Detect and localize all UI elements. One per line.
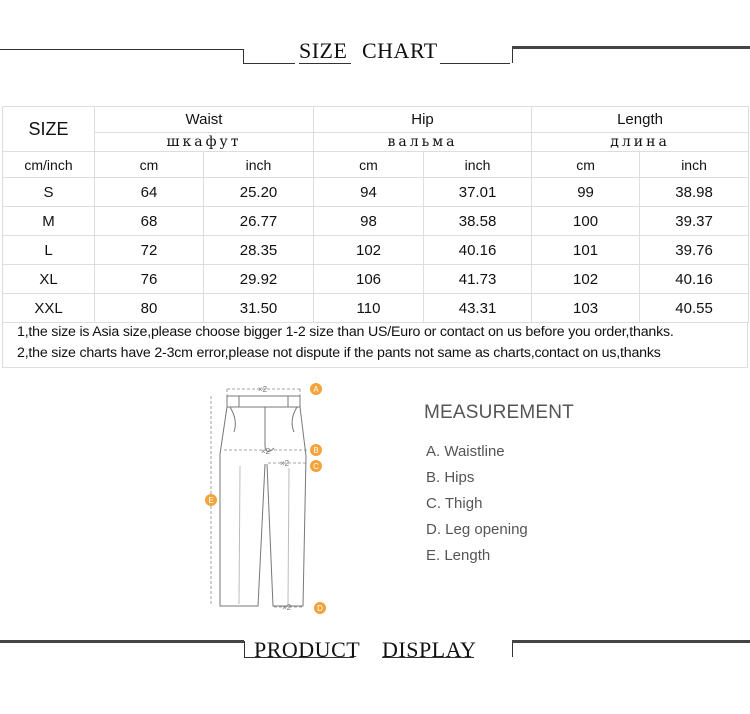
x2-label: ×2	[261, 447, 271, 456]
size-cell: M	[3, 207, 95, 236]
size-cell: S	[3, 178, 95, 207]
size-chart-banner	[0, 32, 750, 72]
banner-word-display: DISPLAY	[382, 637, 477, 662]
table-row	[3, 265, 749, 294]
hip-cm-cell: 94	[314, 178, 424, 207]
banner-word-chart: CHART	[362, 38, 438, 63]
size-header: SIZE	[3, 107, 95, 152]
length-cm-cell: 103	[532, 294, 640, 323]
table-row	[3, 207, 749, 236]
banner-word-size: SIZE	[299, 38, 348, 63]
table-russian-row	[3, 133, 749, 152]
hip-inch-cell: 38.58	[424, 207, 532, 236]
unit-inch: inch	[204, 152, 314, 178]
length-inch-cell: 39.37	[640, 207, 749, 236]
hip-cm-cell: 106	[314, 265, 424, 294]
unit-label: cm/inch	[3, 152, 95, 178]
hip-cm-cell: 102	[314, 236, 424, 265]
marker-B	[310, 444, 322, 456]
length-cm-cell: 99	[532, 178, 640, 207]
length-russian: длина	[532, 133, 749, 152]
size-notes	[2, 322, 748, 368]
table-row	[3, 178, 749, 207]
waist-inch-cell: 29.92	[204, 265, 314, 294]
waist-inch-cell: 28.35	[204, 236, 314, 265]
hip-header: Hip	[314, 107, 532, 133]
note-line: 2,the size charts have 2-3cm error,please not dispute if the pants not same as charts,contact on us,thanks	[17, 345, 661, 361]
measurement-item: C. Thigh	[426, 495, 483, 512]
hip-inch-cell: 41.73	[424, 265, 532, 294]
hip-russian: вальма	[314, 133, 532, 152]
waist-inch-cell: 25.20	[204, 178, 314, 207]
unit-cm: cm	[95, 152, 204, 178]
waist-header: Waist	[95, 107, 314, 133]
length-inch-cell: 38.98	[640, 178, 749, 207]
measurement-item: B. Hips	[426, 469, 475, 486]
banner-word-product: PRODUCT	[254, 637, 361, 662]
product-display-banner	[0, 626, 750, 666]
measurement-item: A. Waistline	[426, 443, 505, 460]
note-line: 1,the size is Asia size,please choose bigger 1-2 size than US/Euro or contact on us before you order,thanks.	[17, 324, 674, 340]
marker-D	[314, 602, 326, 614]
table-units-row	[3, 152, 749, 178]
marker-A	[310, 383, 322, 395]
pants-diagram	[190, 376, 340, 622]
svg-text:B: B	[313, 446, 319, 455]
svg-text:A: A	[313, 385, 319, 394]
hip-inch-cell: 37.01	[424, 178, 532, 207]
unit-cm: cm	[532, 152, 640, 178]
length-inch-cell: 40.16	[640, 265, 749, 294]
length-inch-cell: 39.76	[640, 236, 749, 265]
length-cm-cell: 101	[532, 236, 640, 265]
waist-cm-cell: 72	[95, 236, 204, 265]
marker-C	[310, 460, 322, 472]
waist-cm-cell: 80	[95, 294, 204, 323]
x2-label: ×2	[280, 459, 290, 468]
measurement-title: MEASUREMENT	[424, 402, 574, 423]
waist-russian: шкафут	[95, 133, 314, 152]
hip-cm-cell: 110	[314, 294, 424, 323]
unit-inch: inch	[640, 152, 749, 178]
table-row	[3, 294, 749, 323]
length-inch-cell: 40.55	[640, 294, 749, 323]
size-cell: XXL	[3, 294, 95, 323]
table-header-row	[3, 107, 749, 133]
x2-label: ×2	[258, 385, 268, 394]
length-cm-cell: 102	[532, 265, 640, 294]
waist-cm-cell: 68	[95, 207, 204, 236]
svg-text:E: E	[208, 496, 214, 505]
x2-label: ×2	[282, 603, 292, 612]
unit-inch: inch	[424, 152, 532, 178]
hip-inch-cell: 40.16	[424, 236, 532, 265]
waist-inch-cell: 26.77	[204, 207, 314, 236]
marker-E	[205, 494, 217, 506]
waist-cm-cell: 64	[95, 178, 204, 207]
measurement-item: D. Leg opening	[426, 521, 528, 538]
table-row	[3, 236, 749, 265]
length-cm-cell: 100	[532, 207, 640, 236]
size-cell: XL	[3, 265, 95, 294]
measurement-item: E. Length	[426, 547, 491, 564]
svg-text:C: C	[313, 462, 319, 471]
size-cell: L	[3, 236, 95, 265]
unit-cm: cm	[314, 152, 424, 178]
svg-text:D: D	[317, 604, 323, 613]
hip-inch-cell: 43.31	[424, 294, 532, 323]
length-header: Length	[532, 107, 749, 133]
size-table	[2, 106, 749, 323]
hip-cm-cell: 98	[314, 207, 424, 236]
waist-cm-cell: 76	[95, 265, 204, 294]
waist-inch-cell: 31.50	[204, 294, 314, 323]
